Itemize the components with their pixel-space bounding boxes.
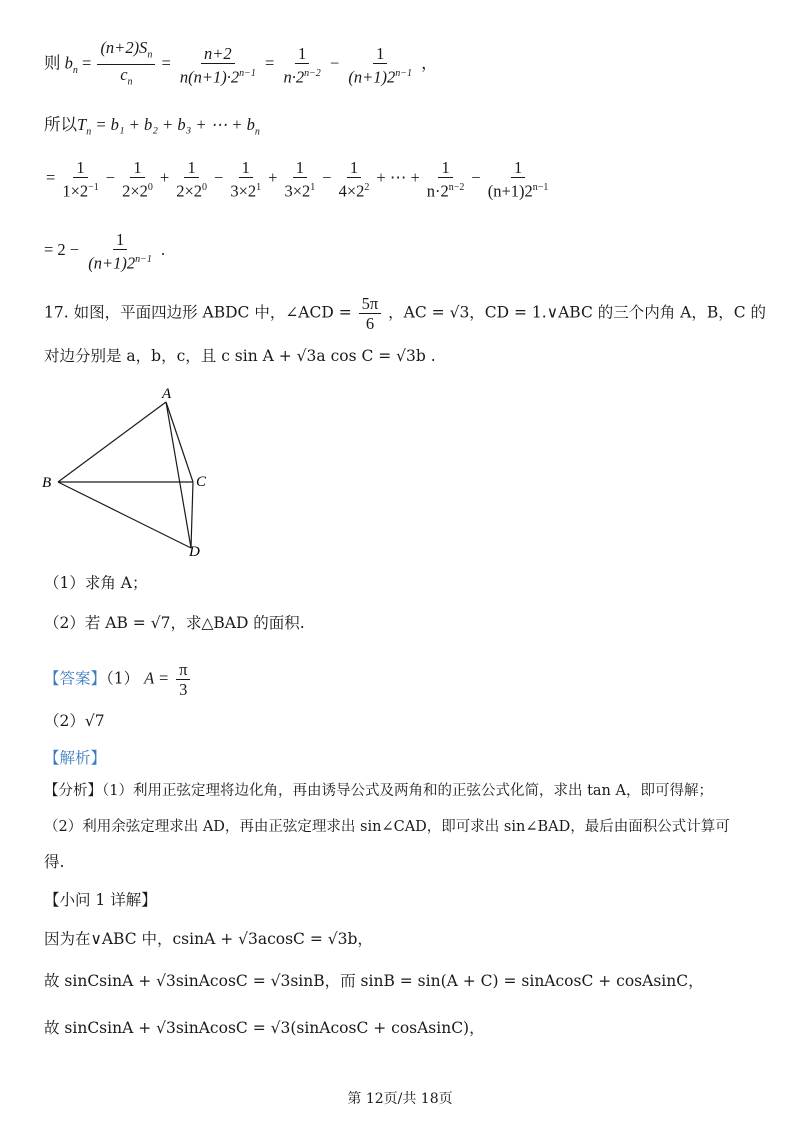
analysis-fenxi-1: 【分析】（1）利用正弦定理将边化角，再由诱导公式及两角和的正弦公式化简，求出 tan A，即可得解； [44, 783, 713, 799]
label-c: C [196, 474, 207, 490]
answer-1 [44, 660, 192, 699]
telescoping-sum [44, 158, 553, 201]
tn-result [44, 230, 165, 273]
sum-term-sup: n−2 [448, 182, 465, 193]
angle-frac-den: 6 [365, 314, 375, 333]
problem-17-line-1 [44, 294, 766, 333]
sum-term-num: 1 [511, 158, 525, 178]
edge-ad [166, 402, 191, 548]
tn-rest-sub: n [254, 126, 260, 138]
sum-term-sup: 1 [256, 182, 262, 193]
step-3: 故 sinCsinA + √3sinAcosC = √3(sinAcosC + cosAsinC)， [44, 1019, 485, 1037]
bn-f3-den-sup: n−2 [304, 67, 321, 79]
sum-term-sup: n−1 [532, 182, 549, 193]
bn-f4-den-sup: n−1 [395, 67, 412, 79]
edge-ab [58, 402, 166, 482]
sum-term-num: 1 [239, 158, 253, 178]
result-num: 1 [113, 230, 127, 250]
answer-1-den: 3 [179, 680, 188, 699]
bn-frac-1 [97, 38, 155, 92]
bn-f1-den: c [120, 65, 128, 85]
bn-f2-den-sup: n−1 [239, 67, 256, 79]
result-lead: = 2 − [44, 240, 80, 260]
sum-term [227, 158, 264, 201]
sum-term-den: 2×2 [122, 181, 148, 201]
sum-term [119, 158, 156, 201]
sum-term-sup: 0 [147, 182, 153, 193]
problem-text-2: ，AC = √3，CD = 1.∨ABC 的三个内角 A，B，C 的 [388, 303, 767, 322]
angle-frac [359, 294, 382, 333]
angle-frac-num: 5π [359, 294, 382, 314]
sum-term-sup: 1 [310, 182, 316, 193]
sum-term-num: 1 [347, 158, 361, 178]
question-2: （2）若 AB = √7，求△BAD 的面积. [44, 614, 305, 632]
sum-term-sup: 2 [364, 182, 370, 193]
tn-expr-sub: n [86, 126, 92, 138]
problem-text-3: 对边分别是 a，b，c，且 c sin A + √3a cos C = √3b . [44, 347, 436, 365]
tn-rest: = b₁ + b₂ + b₃ + ⋯ + b [91, 115, 255, 134]
sum-term [424, 158, 468, 201]
sum-sign: + [159, 168, 170, 188]
detail-tag: 【小问 1 详解】 [44, 891, 157, 909]
tn-definition [44, 115, 260, 142]
sum-sign: = [46, 168, 56, 188]
page-footer: 第 12页/共 18页 [347, 1091, 453, 1107]
result-tail: . [161, 240, 166, 260]
bn-f1-num-sub: n [147, 49, 153, 61]
sum-sign: + ⋯ + [376, 168, 420, 188]
bn-tail: ， [421, 53, 438, 73]
sum-term-den: 2×2 [176, 181, 203, 201]
sum-term-den-wrap [424, 178, 468, 201]
sum-term [281, 158, 318, 201]
bn-f2-num: n+2 [201, 44, 235, 64]
bn-lhs: b [64, 53, 73, 73]
edge-ac [166, 402, 193, 482]
result-den: (n+1)2 [88, 253, 136, 273]
sum-term-num: 1 [130, 158, 144, 178]
bn-f3-num: 1 [295, 44, 309, 64]
bn-f4-den: (n+1)2 [348, 67, 396, 87]
sum-term-den-wrap [227, 178, 264, 201]
sum-term [336, 158, 373, 201]
sum-term-den-wrap [281, 178, 318, 201]
sum-term-den-wrap [485, 178, 552, 201]
answer-1-prefix: （1） [106, 669, 140, 688]
label-a: A [162, 386, 172, 402]
sum-sign: − [471, 168, 481, 188]
sum-term-den: 1×2 [62, 181, 89, 201]
sum-term-sup: 0 [202, 182, 208, 193]
bn-f1-den-sub: n [127, 76, 133, 88]
sum-term [59, 158, 101, 201]
bn-frac-2 [177, 44, 259, 87]
result-den-sup: n−1 [135, 254, 152, 265]
problem-number: 17. [44, 303, 69, 322]
problem-17-line-2 [44, 346, 436, 366]
sum-term-den-wrap [119, 178, 156, 201]
bn-expression: 则 $b_n$ = $\frac{(n+2)S_n}{c_n}$ = $\frac{n+2}{n(n+1)\cdot 2^{n-1}}$ = $\frac{1}{n\cdot 2^{n-2}}$ − $\frac{1}{(n+1)2^{n-1}}$ ， [44, 38, 438, 92]
quadrilateral-figure [36, 380, 226, 560]
sum-term-num: 1 [293, 158, 307, 178]
bn-f1-num: (n+2)S [100, 38, 148, 57]
sum-term-den: 3×2 [230, 181, 257, 201]
sum-term-den: 4×2 [338, 181, 365, 201]
sum-sign: − [214, 168, 224, 188]
bn-f4-num: 1 [373, 44, 387, 64]
sum-term [173, 158, 210, 201]
analysis-tag: 【解析】 [44, 749, 107, 767]
answer-1-lhs: A = [144, 668, 170, 688]
sum-term-num: 1 [438, 158, 452, 178]
label-d: D [189, 544, 200, 560]
tn-expr: T [77, 115, 87, 134]
sum-term-den: n·2 [426, 181, 449, 201]
bn-frac-3 [280, 44, 323, 87]
sum-term [485, 158, 552, 201]
sum-term-num: 1 [184, 158, 198, 178]
label-b: B [42, 475, 52, 491]
step-2: 故 sinCsinA + √3sinAcosC = √3sinB，而 sinB = sin(A + C) = sinAcosC + cosAsinC， [44, 972, 704, 990]
tn-prefix: 所以 [44, 115, 77, 134]
result-frac [85, 230, 155, 273]
sum-term-den: (n+1)2 [487, 181, 533, 201]
bn-f3-den: n·2 [283, 67, 305, 87]
analysis-fenxi-3: 得. [44, 853, 65, 871]
sum-term-den-wrap [336, 178, 373, 201]
bn-f2-den: n(n+1)·2 [179, 67, 240, 87]
edge-bd [58, 482, 191, 548]
sum-sign: + [268, 168, 278, 188]
answer-1-frac [176, 660, 190, 699]
sum-term-den-wrap [173, 178, 210, 201]
sum-term-sup: −1 [88, 182, 99, 193]
step-1: 因为在∨ABC 中，csinA + √3acosC = √3b， [44, 930, 373, 948]
sum-term-num: 1 [73, 158, 87, 178]
bn-prefix: 则 [44, 53, 61, 73]
answer-2: （2）√7 [44, 712, 105, 730]
sum-term-den: 3×2 [284, 181, 311, 201]
bn-lhs-sub: n [72, 64, 78, 76]
answer-1-num: π [176, 660, 190, 680]
question-1: （1）求角 A； [44, 574, 148, 592]
edge-cd [191, 482, 193, 548]
bn-frac-4 [345, 44, 415, 87]
sum-sign: − [322, 168, 332, 188]
answer-tag: 【答案】 [44, 669, 107, 688]
sum-sign: − [105, 168, 116, 188]
problem-text-1: 如图，平面四边形 ABDC 中，∠ACD = [73, 303, 352, 322]
sum-term-den-wrap [59, 178, 101, 201]
analysis-fenxi-2: （2）利用余弦定理求出 AD，再由正弦定理求出 sin∠CAD，即可求出 sin∠BAD，最后由面积公式计算可 [44, 819, 730, 835]
